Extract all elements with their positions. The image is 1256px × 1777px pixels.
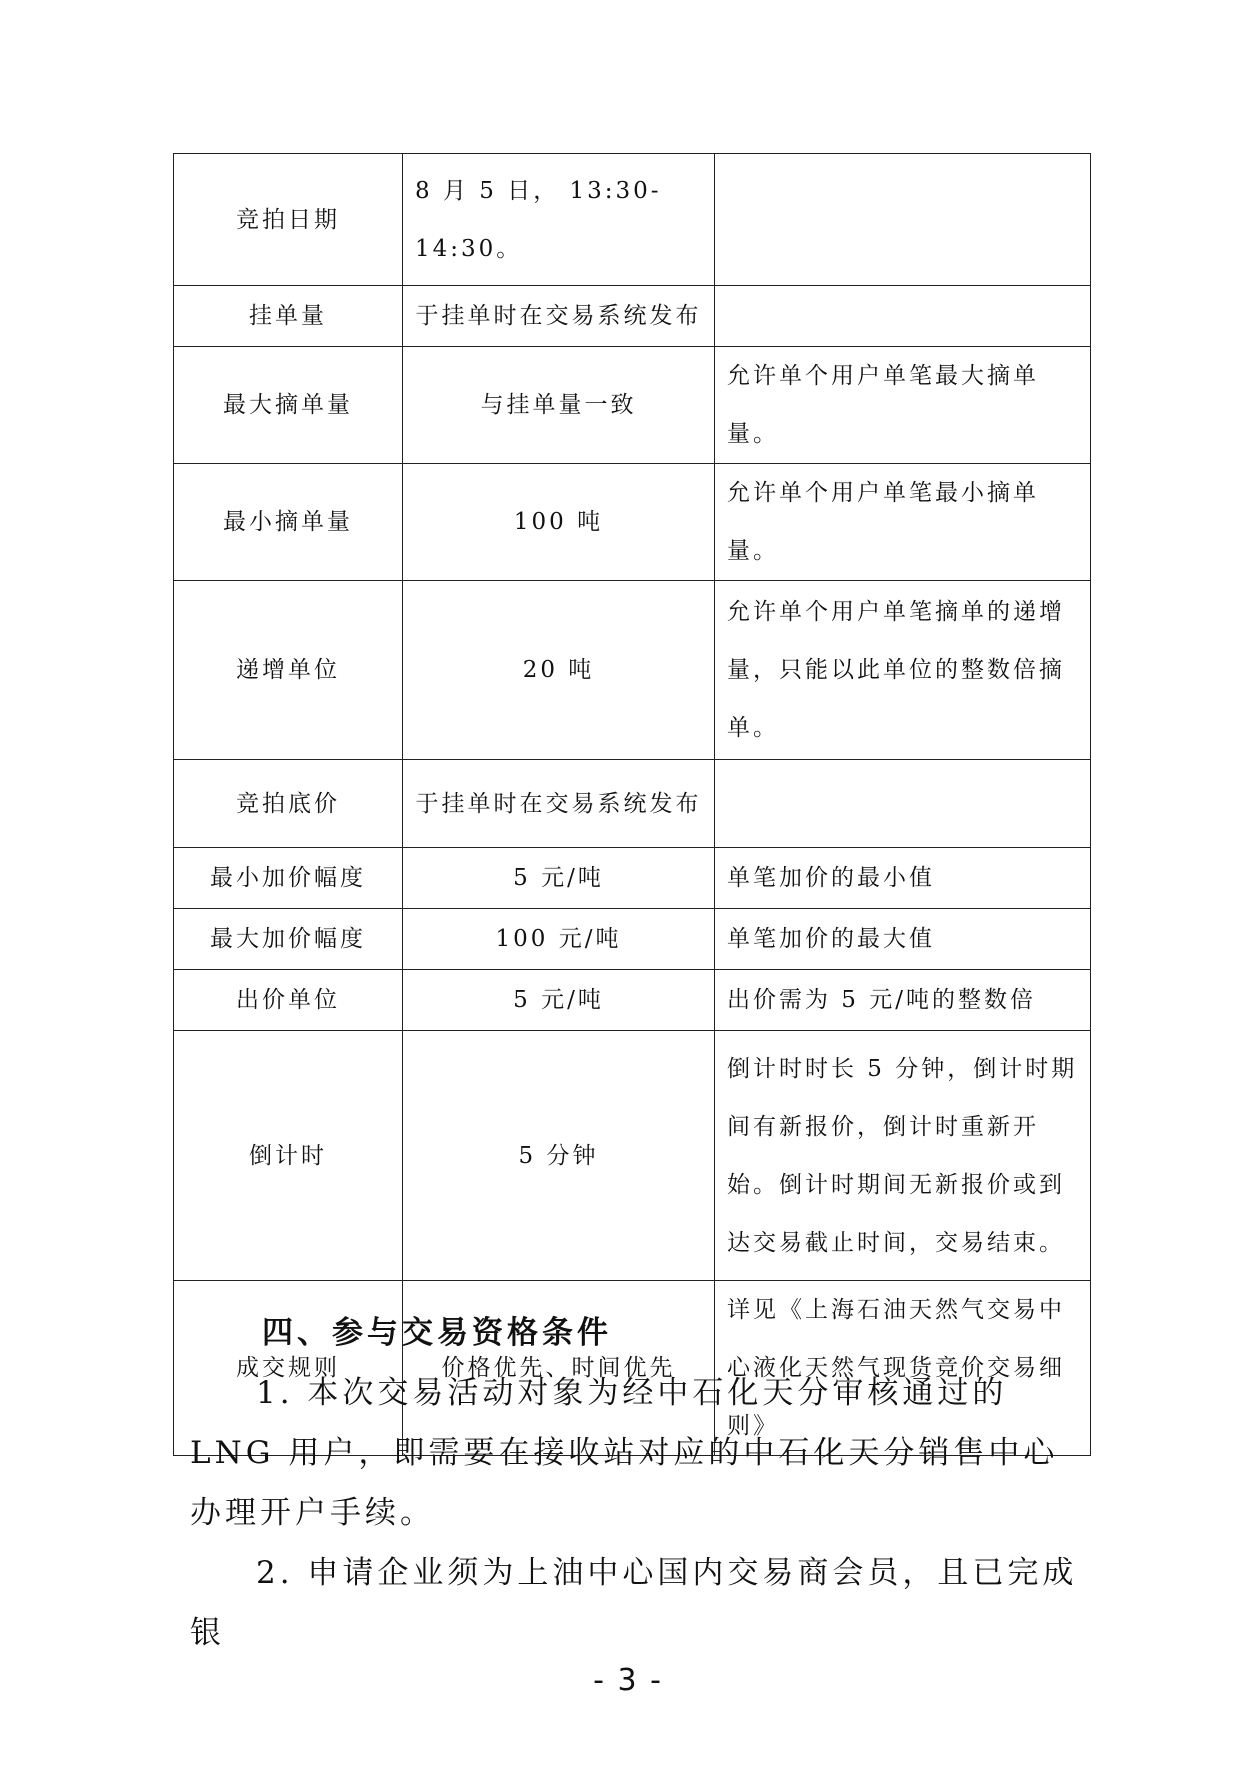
paragraph-eligibility-1 — [190, 1363, 1090, 1543]
rule-note — [715, 154, 1091, 286]
rule-value: 5 元/吨 — [403, 848, 715, 909]
rule-name: 挂单量 — [174, 286, 403, 347]
table-row — [174, 347, 1091, 464]
rule-note: 允许单个用户单笔最小摘单量。 — [715, 464, 1091, 581]
paragraph-eligibility-2 — [190, 1543, 1090, 1663]
rule-name: 最小加价幅度 — [174, 848, 403, 909]
table-row — [174, 848, 1091, 909]
table-row — [174, 1031, 1091, 1281]
paragraph-text: 2. 申请企业须为上油中心国内交易商会员，且已完成银 — [190, 1555, 1078, 1651]
rule-name: 出价单位 — [174, 970, 403, 1031]
rule-name: 竞拍底价 — [174, 760, 403, 848]
rule-value: 100 元/吨 — [403, 909, 715, 970]
trading-rules-table — [173, 153, 1091, 1456]
rule-note: 允许单个用户单笔最大摘单量。 — [715, 347, 1091, 464]
section-heading: 四、参与交易资格条件 — [262, 1315, 612, 1351]
rule-name: 递增单位 — [174, 581, 403, 760]
table-row — [174, 154, 1091, 286]
table-row — [174, 286, 1091, 347]
table-row — [174, 464, 1091, 581]
rule-note: 出价需为 5 元/吨的整数倍 — [715, 970, 1091, 1031]
rule-value: 于挂单时在交易系统发布 — [403, 760, 715, 848]
rule-note: 详见《上海石油天然气交易中心液化天然气现货竞价交易细则》 — [715, 1281, 1091, 1456]
rule-note: 允许单个用户单笔摘单的递增量，只能以此单位的整数倍摘单。 — [715, 581, 1091, 760]
table-row — [174, 581, 1091, 760]
rule-name: 最小摘单量 — [174, 464, 403, 581]
rule-value: 价格优先、时间优先 — [403, 1281, 715, 1456]
rule-value: 与挂单量一致 — [403, 347, 715, 464]
rule-name: 最大加价幅度 — [174, 909, 403, 970]
rule-note: 单笔加价的最小值 — [715, 848, 1091, 909]
table-row — [174, 760, 1091, 848]
rule-note: 倒计时时长 5 分钟，倒计时期间有新报价，倒计时重新开始。倒计时期间无新报价或到达交易截止时间，交易结束。 — [715, 1031, 1091, 1281]
rule-note — [715, 760, 1091, 848]
rule-note — [715, 286, 1091, 347]
rule-value: 于挂单时在交易系统发布 — [403, 286, 715, 347]
rule-name: 倒计时 — [174, 1031, 403, 1281]
rule-value: 100 吨 — [403, 464, 715, 581]
table-row — [174, 970, 1091, 1031]
rule-name: 竞拍日期 — [174, 154, 403, 286]
rule-note: 单笔加价的最大值 — [715, 909, 1091, 970]
rule-name: 最大摘单量 — [174, 347, 403, 464]
rule-value: 5 分钟 — [403, 1031, 715, 1281]
rule-value: 5 元/吨 — [403, 970, 715, 1031]
rule-value: 8 月 5 日， 13:30-14:30。 — [403, 154, 715, 286]
paragraph-text: 1. 本次交易活动对象为经中石化天分审核通过的 LNG 用户，即需要在接收站对应的中石化天分销售中心办理开户手续。 — [190, 1375, 1059, 1531]
rule-value: 20 吨 — [403, 581, 715, 760]
page-number: - 3 - — [593, 1663, 663, 1698]
table-row — [174, 909, 1091, 970]
rule-name: 成交规则 — [174, 1281, 403, 1456]
